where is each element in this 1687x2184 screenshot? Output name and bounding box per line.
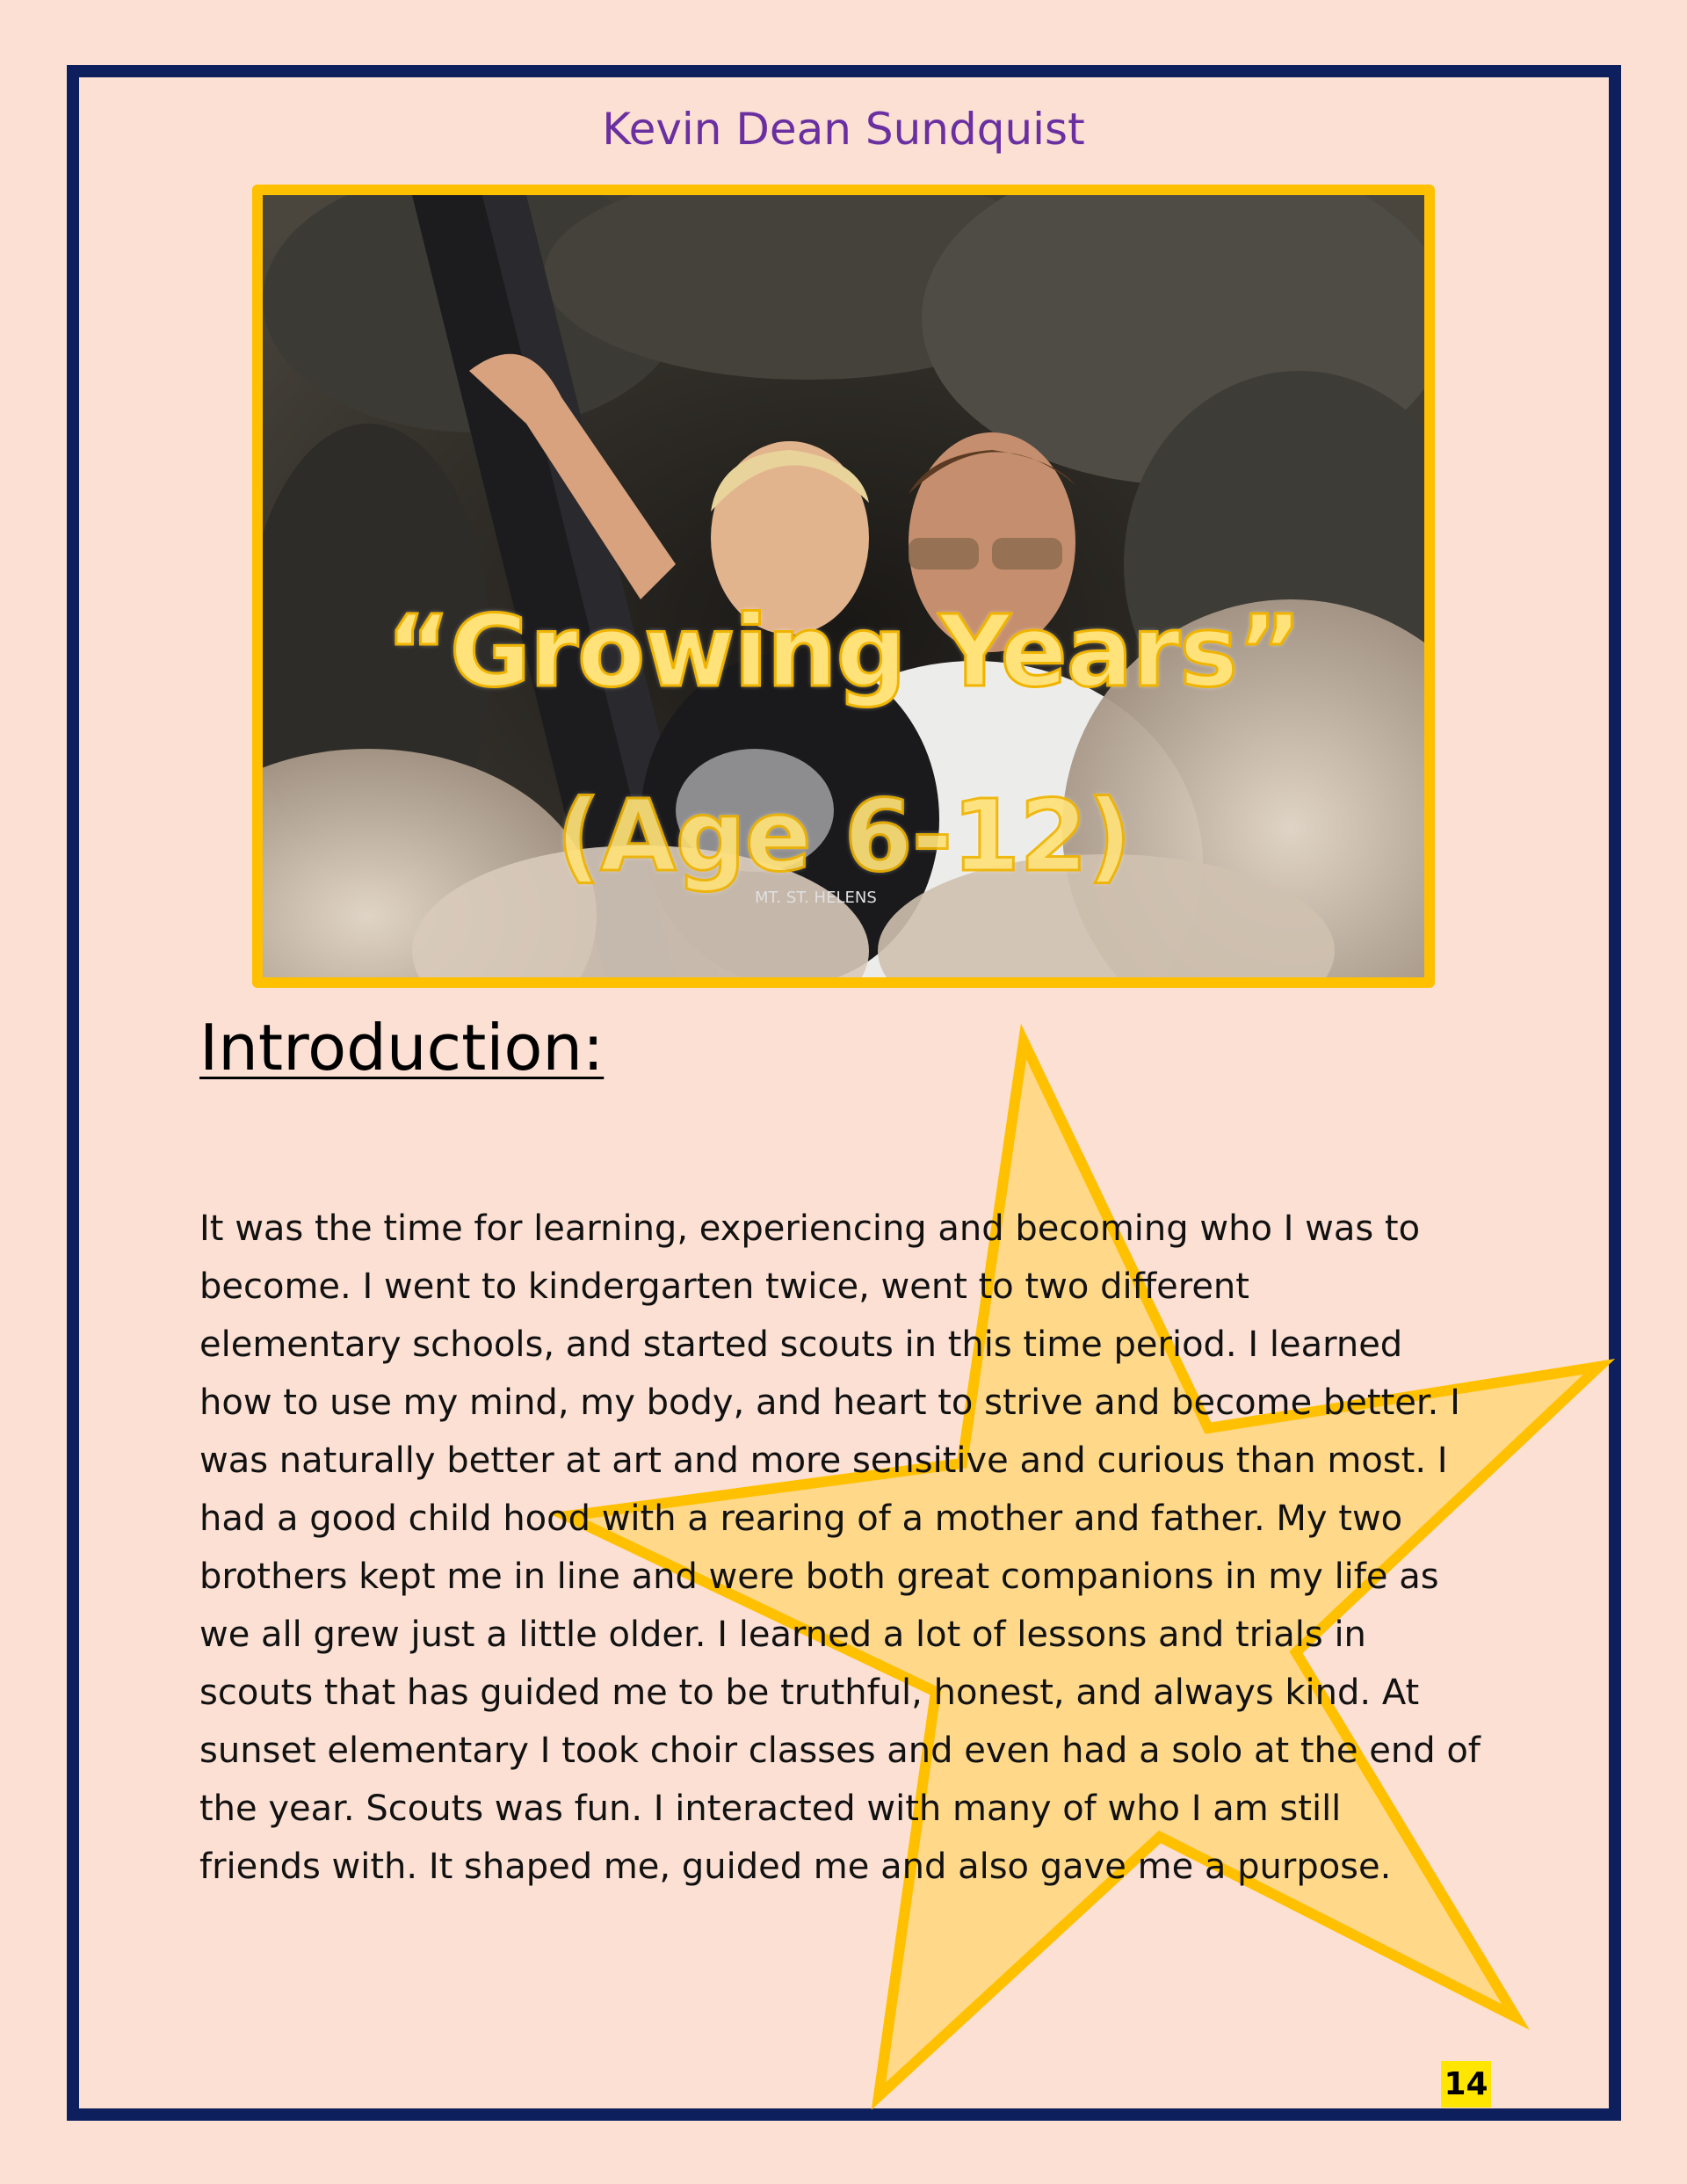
shirt-text: MT. ST. HELENS <box>755 889 877 907</box>
page-number: 14 <box>1441 2061 1491 2108</box>
photo-title: “Growing Years” <box>386 595 1301 709</box>
photo-subtitle: (Age 6-12) <box>555 780 1132 894</box>
section-heading: Introduction: <box>199 1011 605 1085</box>
author-name: Kevin Dean Sundquist <box>602 104 1085 155</box>
introduction-paragraph: It was the time for learning, experiencing and becoming who I was to become. I went to kindergarten twice, went to two different elementary schools, and started scouts in this time period. I learned how to use my mind, my body, and heart to strive and become better. I was naturally better at art and more sensitive and curious than most. I had a good child hood with a rearing of a mother and father. My two brothers kept me in line and were both great companions in my life as we all grew just a little older. I learned a lot of lessons and trials in scouts that has guided me to be truthful, honest, and always kind. At sunset elementary I took choir classes and even had a solo at the end of the year. Scouts was fun. I interacted with many of who I am still friends with. It shaped me, guided me and also gave me a purpose. <box>199 1208 1481 1887</box>
